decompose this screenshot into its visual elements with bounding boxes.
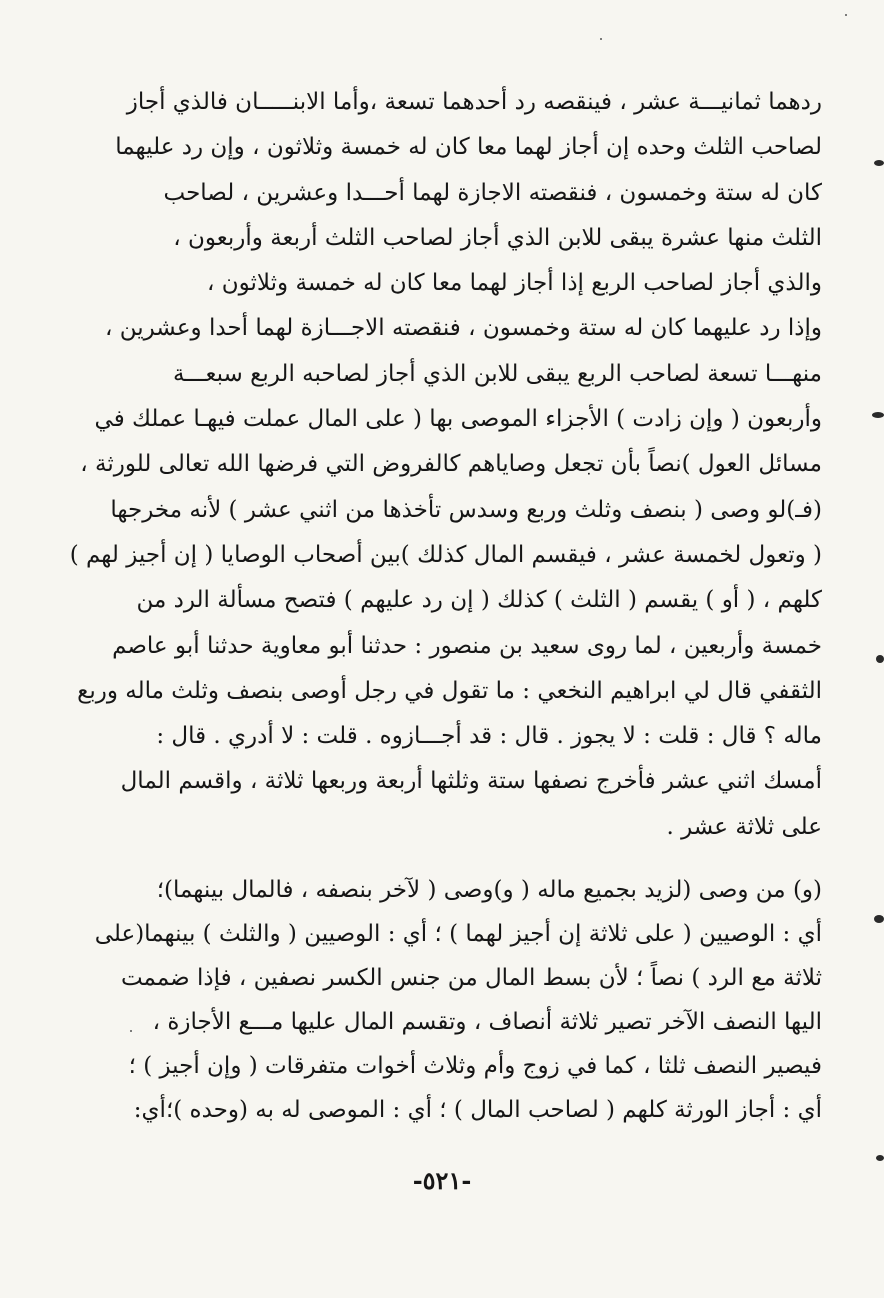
- text-line: وأربعون ( وإن زادت ) الأجزاء الموصى بها ( على المال عملت فيهـا عملك في: [94, 406, 822, 433]
- text-line: الثلث منها عشرة يبقى للابن الذي أجاز لصاحب الثلث أربعة وأربعون ،: [173, 224, 822, 251]
- scan-speck: [845, 14, 847, 16]
- text-line: وإذا رد عليهما كان له ستة وخمسون ، فنقصته الاجـــازة لهما أحدا وعشرين ،: [104, 315, 822, 342]
- text-line: الثقفي قال لي ابراهيم النخعي : ما تقول في رجل أوصى بنصف وثلث ماله وربع: [77, 677, 822, 704]
- text-line: كان له ستة وخمسون ، فنقصته الاجازة لهما أحـــدا وعشرين ، لصاحب: [163, 179, 822, 206]
- text-line: ردهما ثمانيـــة عشر ، فينقصه رد أحدهما تسعة ،وأما الابنـــــان فالذي أجاز: [126, 89, 822, 115]
- scan-speck: [600, 38, 602, 40]
- text-line: ثلاثة مع الرد ) نصاً ؛ لأن بسط المال من جنس الكسر نصفين ، فإذا ضممت: [120, 965, 822, 991]
- binding-hole-mark: [874, 915, 884, 923]
- scan-speck: [130, 1030, 132, 1032]
- binding-hole-mark: [876, 655, 884, 663]
- text-line: خمسة وأربعين ، لما روى سعيد بن منصور : حدثنا أبو معاوية حدثنا أبو عاصم: [112, 632, 822, 659]
- text-line: اليها النصف الآخر تصير ثلاثة أنصاف ، وتقسم المال عليها مـــع الأجازة ،: [152, 1009, 822, 1035]
- text-line: والذي أجاز لصاحب الربع إذا أجاز لهما معا كان له خمسة وثلاثون ،: [207, 270, 822, 297]
- text-line: فيصير النصف ثلثا ، كما في زوج وأم وثلاث أخوات متفرقات ( وإن أجيز ) ؛: [128, 1053, 822, 1079]
- text-line: كلهم ، ( أو ) يقسم ( الثلث ) كذلك ( إن رد عليهم ) فتصح مسألة الرد من: [136, 587, 822, 614]
- paragraph-inheritance-bequests: [69, 80, 822, 850]
- text-line: على ثلاثة عشر .: [666, 813, 822, 840]
- text-line: أي : الوصيين ( على ثلاثة إن أجيز لهما ) ؛ أي : الوصيين ( والثلث ) بينهما(على: [94, 921, 822, 947]
- paragraph-two-legatees: [94, 868, 822, 1132]
- text-line: (فـ)لو وصى ( بنصف وثلث وربع وسدس تأخذها من اثني عشر ) لأنه مخرجها: [110, 496, 822, 523]
- text-line: أمسك اثني عشر فأخرج نصفها ستة وثلثها أربعة وربعها ثلاثة ، واقسم المال: [120, 768, 822, 795]
- text-line: (و) من وصى (لزيد بجميع ماله ( و)وصى ( لآخر بنصفه ، فالمال بينهما)؛: [156, 877, 822, 903]
- text-line: ماله ؟ قال : قلت : لا يجوز . قال : قد أجـــازوه . قلت : لا أدري . قال :: [156, 723, 822, 750]
- text-line: منهـــا تسعة لصاحب الربع يبقى للابن الذي أجاز لصاحبه الربع سبعـــة: [172, 360, 822, 387]
- text-line: لصاحب الثلث وحده إن أجاز لهما معا كان له خمسة وثلاثون ، وإن رد عليهما: [115, 134, 822, 161]
- binding-hole-mark: [872, 412, 884, 418]
- text-line: ( وتعول لخمسة عشر ، فيقسم المال كذلك )بين أصحاب الوصايا ( إن أجيز لهم ): [69, 541, 822, 568]
- page-number: -٥٢١-: [412, 1166, 472, 1195]
- text-line: مسائل العول )نصاً بأن تجعل وصاياهم كالفروض التي فرضها الله تعالى للورثة ،: [80, 451, 822, 478]
- binding-hole-mark: [874, 160, 884, 166]
- binding-hole-mark: [876, 1155, 884, 1161]
- text-line: أي : أجاز الورثة كلهم ( لصاحب المال ) ؛ أي : الموصى له به (وحده )؛أي:: [133, 1097, 822, 1123]
